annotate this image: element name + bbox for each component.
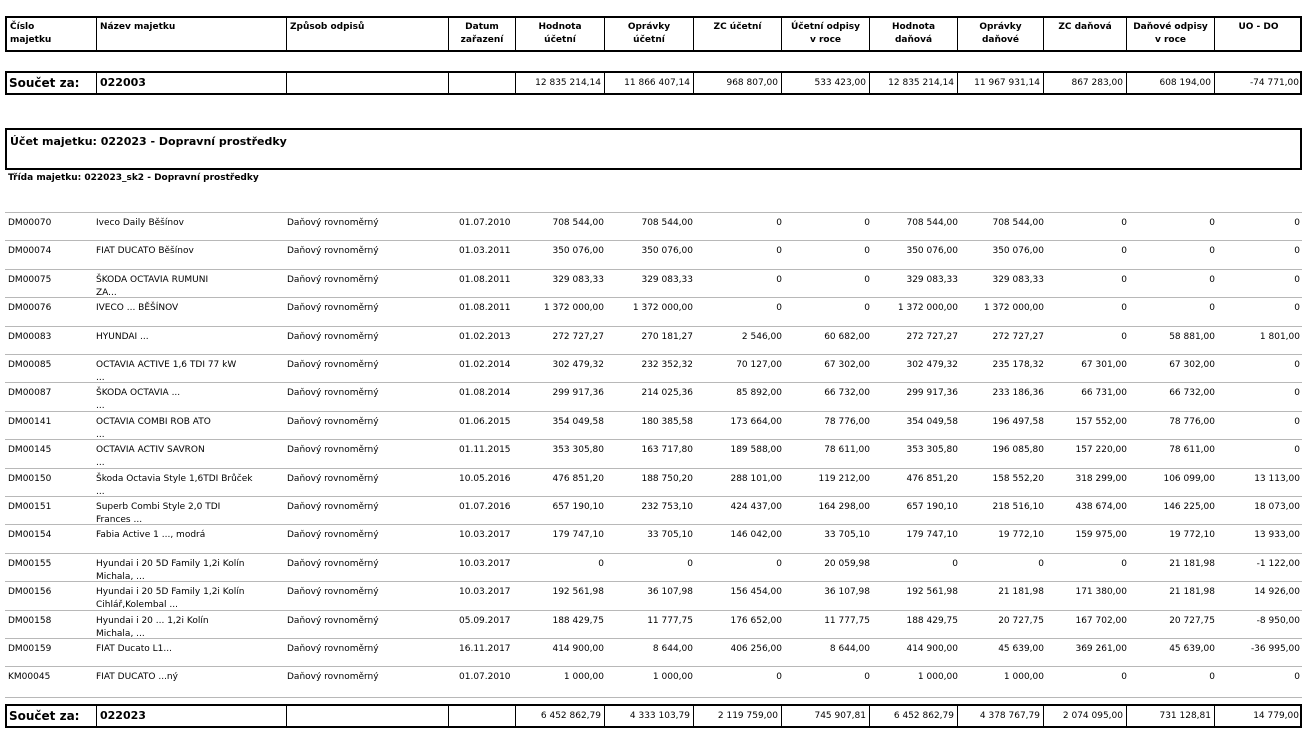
value-cell: 0 bbox=[952, 559, 958, 569]
summary-value: 6 452 862,79 bbox=[869, 706, 957, 726]
col-accounting-yearly: Účetní odpisy v roce bbox=[781, 18, 869, 50]
value-cell: 171 380,00 bbox=[1075, 587, 1127, 597]
value-cell: 179 747,10 bbox=[906, 530, 958, 540]
value-cell: 159 975,00 bbox=[1075, 530, 1127, 540]
asset-name: Superb Combi Style 2,0 TDI Frances ... bbox=[96, 502, 221, 525]
value-cell: 0 bbox=[1209, 275, 1215, 285]
acquisition-date: 01.07.2010 bbox=[459, 218, 511, 228]
col-tax-depreciation: Oprávky daňové bbox=[957, 18, 1043, 50]
value-cell: 1 372 000,00 bbox=[632, 303, 693, 313]
summary-row-top bbox=[5, 71, 1302, 95]
summary-label: Součet za: bbox=[9, 76, 80, 90]
depreciation-method: Daňový rovnoměrný bbox=[287, 587, 379, 597]
value-cell: 272 727,27 bbox=[992, 332, 1044, 342]
value-cell: 70 127,00 bbox=[736, 360, 782, 370]
value-cell: 438 674,00 bbox=[1075, 502, 1127, 512]
col-asset-name: Název majetku bbox=[96, 18, 286, 50]
value-cell: 708 544,00 bbox=[641, 218, 693, 228]
value-cell: 156 454,00 bbox=[730, 587, 782, 597]
value-cell: 0 bbox=[1294, 672, 1300, 682]
summary-code: 022023 bbox=[96, 706, 286, 726]
value-cell: 78 611,00 bbox=[1169, 445, 1215, 455]
asset-name: Hyundai i 20 ... 1,2i Kolín Michala, ... bbox=[96, 616, 209, 639]
depreciation-method: Daňový rovnoměrný bbox=[287, 303, 379, 313]
asset-id: DM00075 bbox=[8, 275, 52, 285]
table-row bbox=[5, 610, 1302, 639]
asset-name: FIAT DUCATO Běšínov bbox=[96, 246, 194, 256]
table-row bbox=[5, 297, 1302, 326]
summary-value: 12 835 214,14 bbox=[515, 73, 604, 93]
table-row bbox=[5, 524, 1302, 553]
value-cell: 0 bbox=[776, 246, 782, 256]
value-cell: 66 732,00 bbox=[1169, 388, 1215, 398]
value-cell: 157 220,00 bbox=[1075, 445, 1127, 455]
col-uo-do: UO - DO bbox=[1214, 18, 1302, 50]
table-row bbox=[5, 382, 1302, 411]
value-cell: 85 892,00 bbox=[736, 388, 782, 398]
summary-row-bottom bbox=[5, 704, 1302, 728]
depreciation-method: Daňový rovnoměrný bbox=[287, 246, 379, 256]
table-row bbox=[5, 240, 1302, 269]
value-cell: 0 bbox=[1294, 246, 1300, 256]
value-cell: 218 516,10 bbox=[992, 502, 1044, 512]
table-row bbox=[5, 354, 1302, 383]
value-cell: 354 049,58 bbox=[552, 417, 604, 427]
asset-name: Iveco Daily Běšínov bbox=[96, 218, 184, 228]
value-cell: 67 302,00 bbox=[824, 360, 870, 370]
value-cell: 21 181,98 bbox=[1169, 559, 1215, 569]
value-cell: 302 479,32 bbox=[552, 360, 604, 370]
depreciation-method: Daňový rovnoměrný bbox=[287, 559, 379, 569]
value-cell: 0 bbox=[1121, 559, 1127, 569]
summary-value: 6 452 862,79 bbox=[515, 706, 604, 726]
summary-value: 867 283,00 bbox=[1043, 73, 1126, 93]
value-cell: 20 059,98 bbox=[824, 559, 870, 569]
value-cell: 167 702,00 bbox=[1075, 616, 1127, 626]
value-cell: 0 bbox=[864, 275, 870, 285]
table-row bbox=[5, 439, 1302, 468]
acquisition-date: 01.02.2014 bbox=[459, 360, 511, 370]
depreciation-method: Daňový rovnoměrný bbox=[287, 530, 379, 540]
value-cell: 119 212,00 bbox=[818, 474, 870, 484]
value-cell: -36 995,00 bbox=[1250, 644, 1300, 654]
value-cell: 299 917,36 bbox=[906, 388, 958, 398]
value-cell: 11 777,75 bbox=[824, 616, 870, 626]
table-row bbox=[5, 496, 1302, 525]
summary-value: 12 835 214,14 bbox=[869, 73, 957, 93]
summary-value: 731 128,81 bbox=[1126, 706, 1214, 726]
value-cell: 272 727,27 bbox=[906, 332, 958, 342]
value-cell: 476 851,20 bbox=[906, 474, 958, 484]
summary-empty bbox=[448, 73, 515, 93]
value-cell: 36 107,98 bbox=[824, 587, 870, 597]
value-cell: 188 750,20 bbox=[641, 474, 693, 484]
value-cell: 353 305,80 bbox=[906, 445, 958, 455]
depreciation-method: Daňový rovnoměrný bbox=[287, 474, 379, 484]
asset-name: FIAT DUCATO ...ný bbox=[96, 672, 178, 682]
depreciation-method: Daňový rovnoměrný bbox=[287, 360, 379, 370]
summary-code: 022003 bbox=[96, 73, 286, 93]
value-cell: 1 000,00 bbox=[563, 672, 604, 682]
value-cell: 1 372 000,00 bbox=[543, 303, 604, 313]
value-cell: 0 bbox=[1121, 672, 1127, 682]
depreciation-method: Daňový rovnoměrný bbox=[287, 218, 379, 228]
value-cell: 0 bbox=[598, 559, 604, 569]
value-cell: 350 076,00 bbox=[906, 246, 958, 256]
asset-id: DM00159 bbox=[8, 644, 52, 654]
value-cell: 13 933,00 bbox=[1254, 530, 1300, 540]
summary-label: Součet za: bbox=[9, 709, 80, 723]
col-asset-number: Číslo majetku bbox=[10, 22, 52, 45]
acquisition-date: 01.08.2011 bbox=[459, 275, 511, 285]
value-cell: 0 bbox=[1294, 275, 1300, 285]
value-cell: 0 bbox=[1294, 218, 1300, 228]
col-zc-tax: ZC daňová bbox=[1043, 18, 1126, 50]
summary-empty bbox=[286, 706, 448, 726]
value-cell: 0 bbox=[1294, 445, 1300, 455]
value-cell: 299 917,36 bbox=[552, 388, 604, 398]
value-cell: 708 544,00 bbox=[992, 218, 1044, 228]
value-cell: 329 083,33 bbox=[906, 275, 958, 285]
value-cell: 233 186,36 bbox=[992, 388, 1044, 398]
value-cell: 157 552,00 bbox=[1075, 417, 1127, 427]
value-cell: 0 bbox=[1121, 332, 1127, 342]
value-cell: 189 588,00 bbox=[730, 445, 782, 455]
asset-id: DM00085 bbox=[8, 360, 52, 370]
value-cell: 179 747,10 bbox=[552, 530, 604, 540]
depreciation-method: Daňový rovnoměrný bbox=[287, 388, 379, 398]
value-cell: 188 429,75 bbox=[906, 616, 958, 626]
table-row bbox=[5, 212, 1302, 241]
value-cell: 350 076,00 bbox=[552, 246, 604, 256]
value-cell: 0 bbox=[1038, 559, 1044, 569]
table-row bbox=[5, 581, 1302, 610]
value-cell: 196 085,80 bbox=[992, 445, 1044, 455]
summary-value: 968 807,00 bbox=[693, 73, 781, 93]
value-cell: 146 042,00 bbox=[730, 530, 782, 540]
value-cell: 350 076,00 bbox=[992, 246, 1044, 256]
value-cell: 350 076,00 bbox=[641, 246, 693, 256]
value-cell: 158 552,20 bbox=[992, 474, 1044, 484]
value-cell: 708 544,00 bbox=[552, 218, 604, 228]
summary-empty bbox=[448, 706, 515, 726]
col-accounting-depreciation: Oprávky účetní bbox=[604, 18, 693, 50]
value-cell: 173 664,00 bbox=[730, 417, 782, 427]
value-cell: 329 083,33 bbox=[552, 275, 604, 285]
summary-value: -74 771,00 bbox=[1214, 73, 1302, 93]
value-cell: 270 181,27 bbox=[641, 332, 693, 342]
acquisition-date: 10.03.2017 bbox=[459, 530, 511, 540]
value-cell: 657 190,10 bbox=[552, 502, 604, 512]
value-cell: 354 049,58 bbox=[906, 417, 958, 427]
col-tax-yearly: Daňové odpisy v roce bbox=[1126, 18, 1214, 50]
value-cell: 0 bbox=[1121, 218, 1127, 228]
value-cell: 18 073,00 bbox=[1254, 502, 1300, 512]
asset-name: OCTAVIA COMBI ROB ATO ... bbox=[96, 417, 211, 440]
value-cell: 45 639,00 bbox=[1169, 644, 1215, 654]
asset-id: DM00154 bbox=[8, 530, 52, 540]
value-cell: 414 900,00 bbox=[552, 644, 604, 654]
col-zc-accounting: ZC účetní bbox=[693, 18, 781, 50]
asset-name: Hyundai i 20 5D Family 1,2i Kolín Michala, ... bbox=[96, 559, 245, 582]
value-cell: 0 bbox=[864, 246, 870, 256]
value-cell: 0 bbox=[1209, 672, 1215, 682]
summary-value: 608 194,00 bbox=[1126, 73, 1214, 93]
table-row bbox=[5, 666, 1302, 695]
value-cell: 0 bbox=[1294, 360, 1300, 370]
asset-id: DM00158 bbox=[8, 616, 52, 626]
value-cell: 21 181,98 bbox=[1169, 587, 1215, 597]
value-cell: 2 546,00 bbox=[741, 332, 782, 342]
value-cell: 21 181,98 bbox=[998, 587, 1044, 597]
value-cell: 0 bbox=[776, 218, 782, 228]
depreciation-method: Daňový rovnoměrný bbox=[287, 672, 379, 682]
asset-name: Škoda Octavia Style 1,6TDI Brůček ... bbox=[96, 474, 253, 497]
value-cell: 58 881,00 bbox=[1169, 332, 1215, 342]
value-cell: 20 727,75 bbox=[1169, 616, 1215, 626]
class-heading: Třída majetku: 022023_sk2 - Dopravní prostředky bbox=[8, 173, 259, 183]
asset-id: DM00074 bbox=[8, 246, 52, 256]
table-row bbox=[5, 468, 1302, 497]
acquisition-date: 01.07.2010 bbox=[459, 672, 511, 682]
value-cell: 0 bbox=[864, 303, 870, 313]
value-cell: 0 bbox=[864, 218, 870, 228]
value-cell: 232 352,32 bbox=[641, 360, 693, 370]
table-row bbox=[5, 269, 1302, 298]
value-cell: 1 372 000,00 bbox=[897, 303, 958, 313]
value-cell: 78 776,00 bbox=[824, 417, 870, 427]
value-cell: 288 101,00 bbox=[730, 474, 782, 484]
value-cell: 20 727,75 bbox=[998, 616, 1044, 626]
value-cell: 188 429,75 bbox=[552, 616, 604, 626]
value-cell: 369 261,00 bbox=[1075, 644, 1127, 654]
acquisition-date: 01.07.2016 bbox=[459, 502, 511, 512]
acquisition-date: 01.11.2015 bbox=[459, 445, 511, 455]
value-cell: 1 000,00 bbox=[652, 672, 693, 682]
value-cell: 11 777,75 bbox=[647, 616, 693, 626]
summary-value: 2 074 095,00 bbox=[1043, 706, 1126, 726]
depreciation-method: Daňový rovnoměrný bbox=[287, 417, 379, 427]
value-cell: 1 000,00 bbox=[917, 672, 958, 682]
asset-name: HYUNDAI ... bbox=[96, 332, 149, 342]
value-cell: 329 083,33 bbox=[992, 275, 1044, 285]
summary-value: 11 866 407,14 bbox=[604, 73, 693, 93]
col-accounting-value: Hodnota účetní bbox=[515, 18, 604, 50]
value-cell: 66 732,00 bbox=[824, 388, 870, 398]
value-cell: 353 305,80 bbox=[552, 445, 604, 455]
acquisition-date: 01.03.2011 bbox=[459, 246, 511, 256]
acquisition-date: 01.02.2013 bbox=[459, 332, 511, 342]
col-date: Datum zařazení bbox=[448, 18, 515, 50]
value-cell: 0 bbox=[687, 559, 693, 569]
acquisition-date: 05.09.2017 bbox=[459, 616, 511, 626]
account-heading: Účet majetku: 022023 - Dopravní prostředky bbox=[5, 128, 1302, 170]
summary-value: 14 779,00 bbox=[1214, 706, 1302, 726]
summary-value: 533 423,00 bbox=[781, 73, 869, 93]
depreciation-method: Daňový rovnoměrný bbox=[287, 616, 379, 626]
asset-id: DM00141 bbox=[8, 417, 52, 427]
summary-value: 11 967 931,14 bbox=[957, 73, 1043, 93]
value-cell: 78 776,00 bbox=[1169, 417, 1215, 427]
value-cell: 0 bbox=[1294, 417, 1300, 427]
value-cell: 0 bbox=[1121, 275, 1127, 285]
value-cell: 33 705,10 bbox=[647, 530, 693, 540]
acquisition-date: 10.03.2017 bbox=[459, 587, 511, 597]
asset-id: KM00045 bbox=[8, 672, 51, 682]
acquisition-date: 01.08.2014 bbox=[459, 388, 511, 398]
acquisition-date: 10.03.2017 bbox=[459, 559, 511, 569]
value-cell: 163 717,80 bbox=[641, 445, 693, 455]
table-end-divider bbox=[5, 697, 1302, 698]
asset-name: IVECO ... BĚŠÍNOV bbox=[96, 303, 179, 313]
depreciation-method: Daňový rovnoměrný bbox=[287, 644, 379, 654]
acquisition-date: 16.11.2017 bbox=[459, 644, 511, 654]
asset-id: DM00087 bbox=[8, 388, 52, 398]
value-cell: 78 611,00 bbox=[824, 445, 870, 455]
value-cell: 0 bbox=[1209, 303, 1215, 313]
summary-value: 4 333 103,79 bbox=[604, 706, 693, 726]
depreciation-method: Daňový rovnoměrný bbox=[287, 502, 379, 512]
asset-id: DM00155 bbox=[8, 559, 52, 569]
value-cell: 45 639,00 bbox=[998, 644, 1044, 654]
asset-name: ŠKODA OCTAVIA ... ... bbox=[96, 388, 181, 411]
acquisition-date: 01.08.2011 bbox=[459, 303, 511, 313]
value-cell: 424 437,00 bbox=[730, 502, 782, 512]
summary-value: 4 378 767,79 bbox=[957, 706, 1043, 726]
asset-name: Hyundai i 20 5D Family 1,2i Kolín Cihlář,Kolembal ... bbox=[96, 587, 245, 610]
summary-value: 745 907,81 bbox=[781, 706, 869, 726]
value-cell: 192 561,98 bbox=[552, 587, 604, 597]
value-cell: 329 083,33 bbox=[641, 275, 693, 285]
value-cell: 33 705,10 bbox=[824, 530, 870, 540]
value-cell: 0 bbox=[776, 275, 782, 285]
asset-id: DM00150 bbox=[8, 474, 52, 484]
value-cell: 60 682,00 bbox=[824, 332, 870, 342]
asset-name: FIAT Ducato L1... bbox=[96, 644, 172, 654]
value-cell: 19 772,10 bbox=[1169, 530, 1215, 540]
value-cell: 0 bbox=[864, 672, 870, 682]
value-cell: 13 113,00 bbox=[1254, 474, 1300, 484]
value-cell: 106 099,00 bbox=[1163, 474, 1215, 484]
value-cell: -1 122,00 bbox=[1256, 559, 1300, 569]
asset-name: Fabia Active 1 ..., modrá bbox=[96, 530, 206, 540]
value-cell: 176 652,00 bbox=[730, 616, 782, 626]
value-cell: 0 bbox=[1294, 303, 1300, 313]
acquisition-date: 10.05.2016 bbox=[459, 474, 511, 484]
col-depreciation-method: Způsob odpisů bbox=[286, 18, 448, 50]
value-cell: 8 644,00 bbox=[829, 644, 870, 654]
value-cell: 235 178,32 bbox=[992, 360, 1044, 370]
asset-id: DM00145 bbox=[8, 445, 52, 455]
value-cell: 0 bbox=[1294, 388, 1300, 398]
value-cell: 318 299,00 bbox=[1075, 474, 1127, 484]
asset-name: OCTAVIA ACTIV SAVRON ... bbox=[96, 445, 205, 468]
table-row bbox=[5, 411, 1302, 440]
depreciation-method: Daňový rovnoměrný bbox=[287, 332, 379, 342]
summary-empty bbox=[286, 73, 448, 93]
depreciation-method: Daňový rovnoměrný bbox=[287, 275, 379, 285]
column-header-row bbox=[5, 16, 1302, 52]
value-cell: 708 544,00 bbox=[906, 218, 958, 228]
value-cell: 14 926,00 bbox=[1254, 587, 1300, 597]
value-cell: 0 bbox=[1209, 218, 1215, 228]
value-cell: 302 479,32 bbox=[906, 360, 958, 370]
table-row bbox=[5, 326, 1302, 355]
value-cell: 192 561,98 bbox=[906, 587, 958, 597]
value-cell: 406 256,00 bbox=[730, 644, 782, 654]
value-cell: 476 851,20 bbox=[552, 474, 604, 484]
value-cell: 164 298,00 bbox=[818, 502, 870, 512]
asset-id: DM00151 bbox=[8, 502, 52, 512]
value-cell: 0 bbox=[776, 559, 782, 569]
value-cell: 0 bbox=[776, 303, 782, 313]
acquisition-date: 01.06.2015 bbox=[459, 417, 511, 427]
asset-name: OCTAVIA ACTIVE 1,6 TDI 77 kW ... bbox=[96, 360, 237, 383]
depreciation-method: Daňový rovnoměrný bbox=[287, 445, 379, 455]
value-cell: 414 900,00 bbox=[906, 644, 958, 654]
value-cell: 0 bbox=[1121, 246, 1127, 256]
summary-value: 2 119 759,00 bbox=[693, 706, 781, 726]
value-cell: 67 301,00 bbox=[1081, 360, 1127, 370]
value-cell: 196 497,58 bbox=[992, 417, 1044, 427]
value-cell: 8 644,00 bbox=[652, 644, 693, 654]
value-cell: 66 731,00 bbox=[1081, 388, 1127, 398]
value-cell: 232 753,10 bbox=[641, 502, 693, 512]
asset-id: DM00083 bbox=[8, 332, 52, 342]
asset-name: ŠKODA OCTAVIA RUMUNI ZA... bbox=[96, 275, 209, 298]
value-cell: 0 bbox=[1121, 303, 1127, 313]
value-cell: 180 385,58 bbox=[641, 417, 693, 427]
asset-id: DM00070 bbox=[8, 218, 52, 228]
col-tax-value: Hodnota daňová bbox=[869, 18, 957, 50]
table-row bbox=[5, 553, 1302, 582]
asset-id: DM00076 bbox=[8, 303, 52, 313]
value-cell: 36 107,98 bbox=[647, 587, 693, 597]
value-cell: 0 bbox=[1209, 246, 1215, 256]
value-cell: 67 302,00 bbox=[1169, 360, 1215, 370]
table-row bbox=[5, 638, 1302, 667]
value-cell: 214 025,36 bbox=[641, 388, 693, 398]
value-cell: 1 372 000,00 bbox=[983, 303, 1044, 313]
asset-id: DM00156 bbox=[8, 587, 52, 597]
value-cell: -8 950,00 bbox=[1256, 616, 1300, 626]
value-cell: 272 727,27 bbox=[552, 332, 604, 342]
value-cell: 657 190,10 bbox=[906, 502, 958, 512]
value-cell: 19 772,10 bbox=[998, 530, 1044, 540]
value-cell: 146 225,00 bbox=[1163, 502, 1215, 512]
value-cell: 1 000,00 bbox=[1003, 672, 1044, 682]
value-cell: 1 801,00 bbox=[1259, 332, 1300, 342]
value-cell: 0 bbox=[776, 672, 782, 682]
